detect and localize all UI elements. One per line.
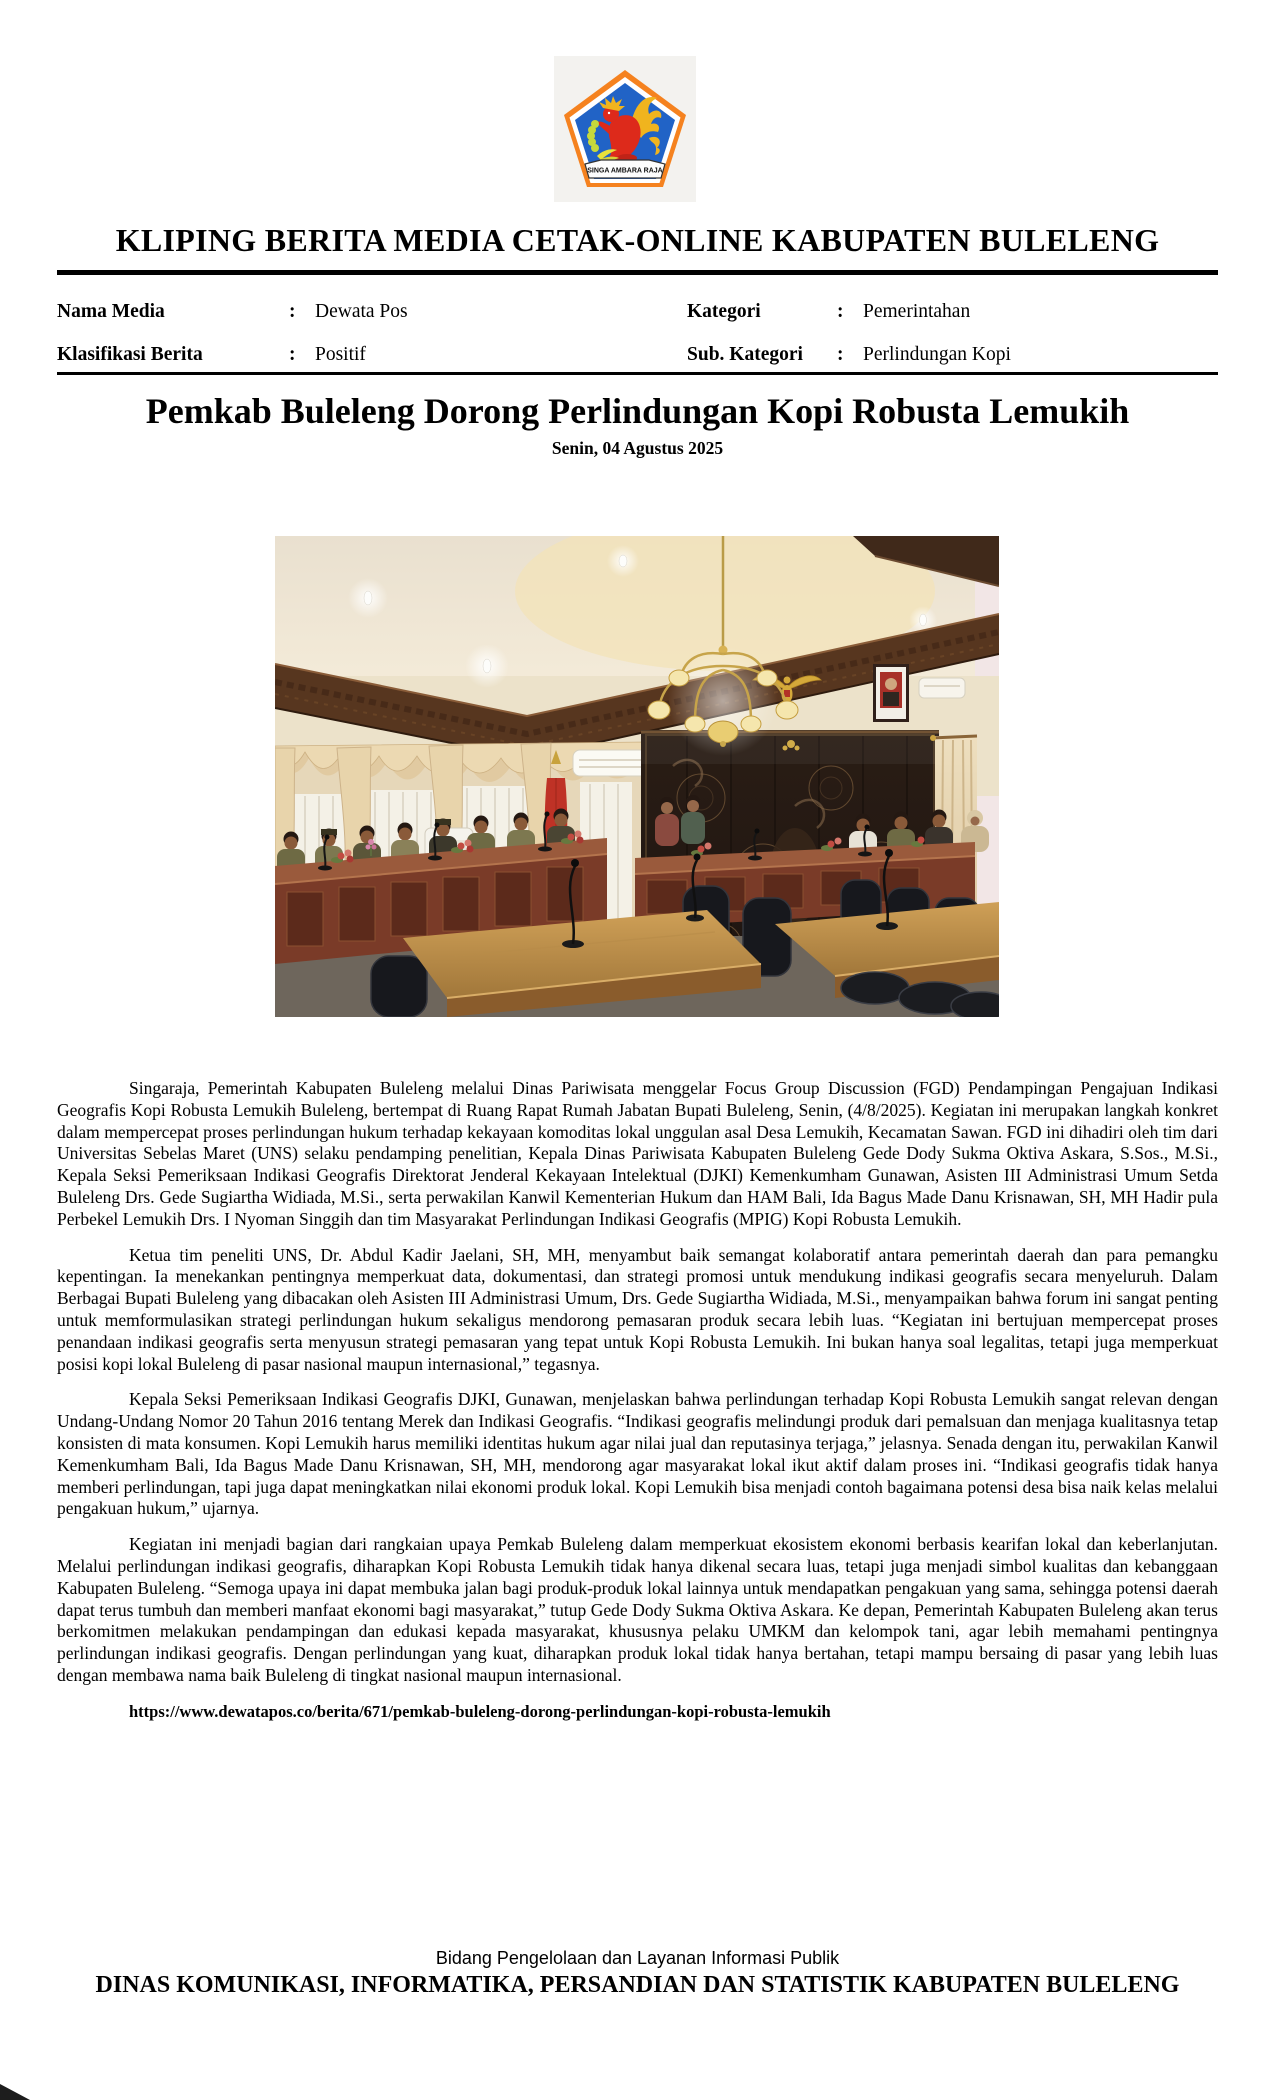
article-paragraph: Singaraja, Pemerintah Kabupaten Buleleng melalui Dinas Pariwisata menggelar Focus Group Discussion (FGD) Pendampingan Pengajuan Indikasi Geografis Kopi Robusta Lemukih Buleleng, bertempat di Ruang Rapat Rumah Jabatan Bupati Buleleng, Senin, (4/8/2025). Kegiatan ini merupakan langkah konkret dalam mempercepat proses perlindungan hukum terhadap kekayaan komoditas lokal unggulan asal Desa Lemukih, Kecamatan Sawan. FGD ini dihadiri oleh tim dari Universitas Sebelas Maret (UNS) selaku pendamping penelitian, Kepala Dinas Pariwisata Kabupaten Buleleng Gede Dody Sukma Oktiva Askara, S.Sos., M.Si., Kepala Seksi Pemeriksaan Indikasi Geografis Direktorat Jenderal Kekayaan Intelektual (DJKI) Kemenkumham Gunawan, Asisten III Administrasi Umum Setda Buleleng Drs. Gede Sugiartha Widiada, M.Si., serta perwakilan Kanwil Kementerian Hukum dan HAM Bali, Ida Bagus Made Danu Krisnawan, SH, MH Hadir pula Perbekel Lemukih Drs. I Nyoman Singgih dan tim Masyarakat Perlindungan Indikasi Geografis (MPIG) Kopi Robusta Lemukih. xyxy=(57,1078,1218,1229)
article-paragraph: Kegiatan ini menjadi bagian dari rangkaian upaya Pemkab Buleleng dalam memperkuat ekosistem ekonomi berbasis kearifan lokal dan keberlanjutan. Melalui perlindungan indikasi geografis, diharapkan Kopi Robusta Lemukih tidak hanya dikenal secara luas, tetapi juga menjadi simbol kualitas dan kebanggaan Kabupaten Buleleng. “Semoga upaya ini dapat membuka jalan bagi produk-produk lokal lainnya untuk mendapatkan pengakuan yang sama, sehingga potensi daerah dapat terus tumbuh dan memberi manfaat ekonomi bagi masyarakat,” tutup Gede Dody Sukma Oktiva Askara. Ke depan, Pemerintah Kabupaten Buleleng akan terus berkomitmen melakukan pendampingan dan edukasi kepada masyarakat, khususnya pelaku UMKM dan kelompok tani, agar lebih memahami pentingnya perlindungan indikasi geografis. Dengan perlindungan yang kuat, diharapkan produk lokal tidak hanya bertahan, tetapi mampu bersaing di pasar yang lebih luas dengan membawa nama baik Buleleng di tingkat nasional maupun internasional. xyxy=(57,1534,1218,1685)
footer-division-line: Bidang Pengelolaan dan Layanan Informasi Publik xyxy=(435,1948,840,1968)
buleleng-logo xyxy=(554,56,696,202)
portrait-frame xyxy=(873,664,909,722)
footer-agency-line: DINAS KOMUNIKASI, INFORMATIKA, PERSANDIAN DAN STATISTIK KABUPATEN BULELENG xyxy=(95,1972,1180,1998)
meta-label-klasifikasi-berita: Klasifikasi Berita xyxy=(57,344,203,365)
meta-value-kategori: Pemerintahan xyxy=(863,301,971,322)
article-body xyxy=(57,1078,1218,1737)
logo-banner-text: SINGA AMBARA RAJA xyxy=(587,167,663,175)
article-photo xyxy=(275,536,999,1017)
meta-colon: : xyxy=(837,301,844,322)
header-divider xyxy=(57,270,1218,275)
source-url xyxy=(57,1701,1218,1723)
buleleng-coat-of-arms-icon xyxy=(561,68,689,190)
document-title: KLIPING BERITA MEDIA CETAK-ONLINE KABUPATEN BULELENG xyxy=(115,222,1160,258)
meta-label-nama-media: Nama Media xyxy=(57,301,165,322)
article-paragraph: Kepala Seksi Pemeriksaan Indikasi Geografis DJKI, Gunawan, menjelaskan bahwa perlindungan terhadap Kopi Robusta Lemukih sangat relevan dengan Undang-Undang Nomor 20 Tahun 2016 tentang Merek dan Indikasi Geografis. “Indikasi geografis melindungi produk dari pemalsuan dan menjaga kualitasnya tetap konsisten di mata konsumen. Kopi Lemukih harus memiliki identitas hukum agar nilai jual dan reputasinya terjaga,” jelasnya. Senada dengan itu, perwakilan Kanwil Kemenkumham Bali, Ida Bagus Made Danu Krisnawan, SH, MH, mendorong agar masyarakat lokal ikut aktif dalam proses ini. “Indikasi geografis tidak hanya memberi perlindungan, tapi juga dapat meningkatkan nilai ekonomi produk lokal. Kopi Lemukih bisa menjadi contoh bagaimana potensi desa bisa naik kelas melalui pengakuan hukum,” ujarnya. xyxy=(57,1389,1218,1519)
meta-value-sub-kategori: Perlindungan Kopi xyxy=(863,344,1011,365)
meta-colon: : xyxy=(837,344,844,365)
fgd-meeting-room-scene xyxy=(275,536,999,1017)
meta-colon: : xyxy=(289,301,296,322)
meta-label-sub-kategori: Sub. Kategori xyxy=(687,344,803,365)
article-title: Pemkab Buleleng Dorong Perlindungan Kopi Robusta Lemukih xyxy=(145,391,1130,431)
meta-label-kategori: Kategori xyxy=(687,301,761,322)
article-paragraph: Ketua tim peneliti UNS, Dr. Abdul Kadir Jaelani, SH, MH, menyambut baik semangat kolaboratif antara pemerintah daerah dan para pemangku kepentingan. Ia menekankan pentingnya memperkuat data, dokumentasi, dan strategi promosi untuk mendukung indikasi geografis secara menyeluruh. Dalam Berbagai Bupati Buleleng yang dibacakan oleh Asisten III Administrasi Umum, Drs. Gede Sugiartha Widiada, M.Si., menyampaikan bahwa forum ini sangat penting untuk memformulasikan strategi perlindungan hukum sekaligus mendorong pemasaran produk secara lebih luas. “Kegiatan ini bertujuan mempercepat proses penandaan indikasi geografis serta menyusun strategi pemasaran yang tepat untuk Kopi Robusta Lemukih. Ini bukan hanya soal legalitas, tetapi juga memperkuat posisi kopi lokal Buleleng di pasar nasional maupun internasional,” tegasnya. xyxy=(57,1244,1218,1374)
meta-table xyxy=(57,300,1218,367)
meta-divider xyxy=(57,372,1218,375)
article-date: Senin, 04 Agustus 2025 xyxy=(551,438,724,458)
logo-banner xyxy=(585,160,665,178)
meta-value-nama-media: Dewata Pos xyxy=(315,301,408,322)
page-footer xyxy=(0,1948,1275,1999)
meta-value-klasifikasi-berita: Positif xyxy=(315,344,366,365)
source-url-link[interactable]: https://www.dewatapos.co/berita/671/pemkab-buleleng-dorong-perlindungan-kopi-robusta-lemukih xyxy=(129,1701,831,1721)
meta-colon: : xyxy=(289,344,296,365)
scan-corner-artifact xyxy=(0,2084,30,2100)
